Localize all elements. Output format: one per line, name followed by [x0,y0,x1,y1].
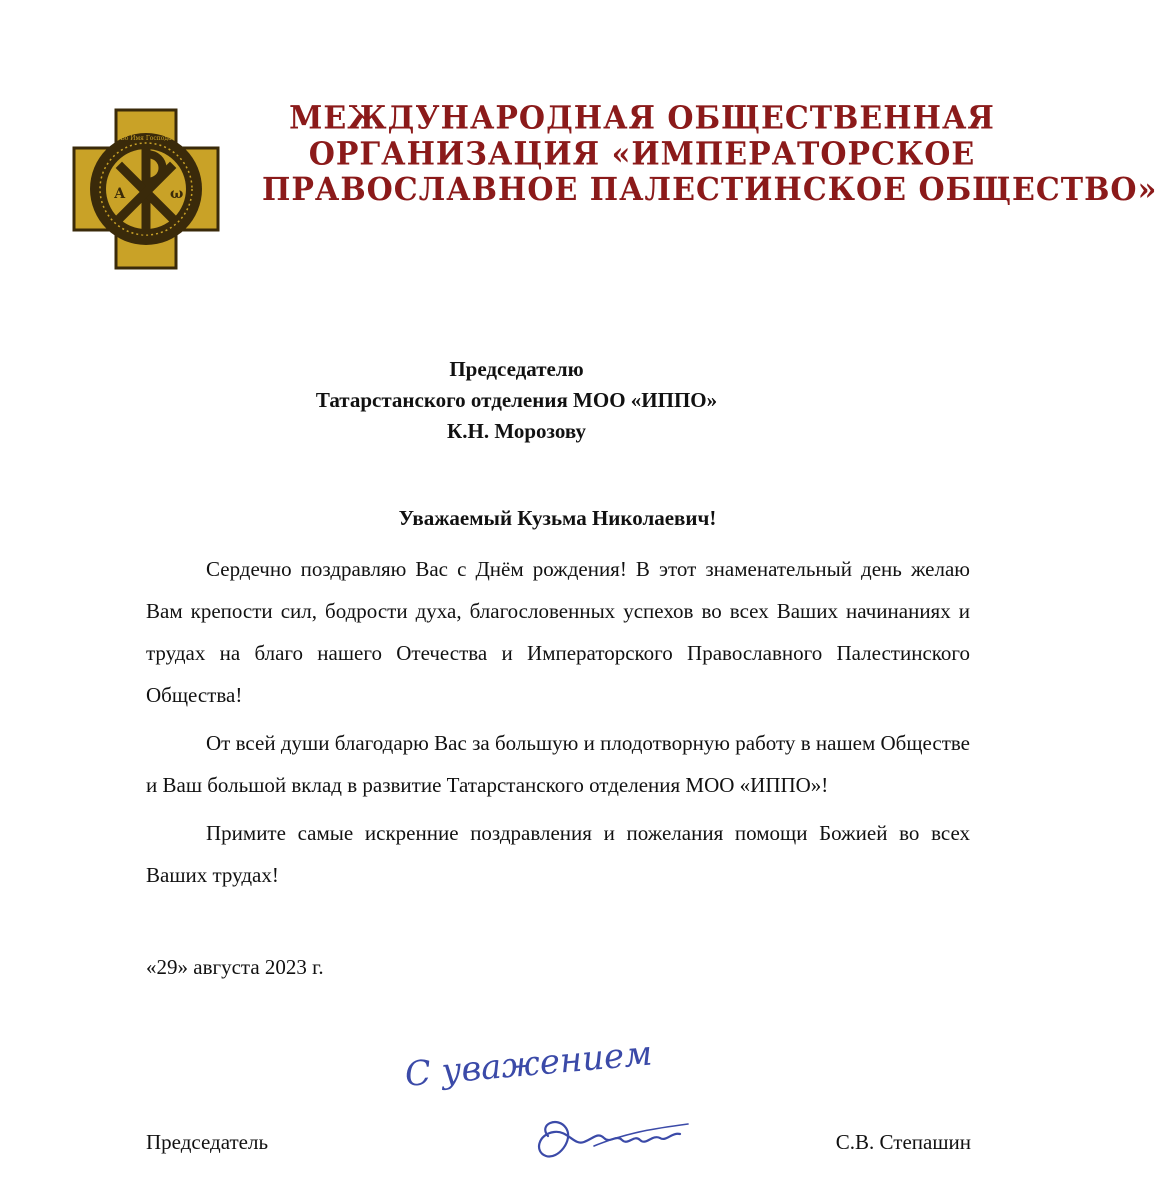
addressee-block [0,354,1033,447]
addressee-organization: Татарстанского отделения МОО «ИППО» [315,388,718,412]
handwritten-note: С уважением [403,1033,654,1095]
addressee-name: К.Н. Морозову [447,419,586,443]
signer-role: Председатель [146,1130,269,1154]
emblem-motto: Во Имя Господа [120,135,172,142]
paragraph-wishes: Примите самые искренние поздравления и пожелания помощи Божией во всех Ваших трудах! [146,821,970,887]
letter-date: «29» августа 2023 г. [146,955,324,979]
emblem-alpha: А [114,186,126,202]
emblem-logo [72,108,220,270]
greeting: Уважаемый Кузьма Николаевич! [398,506,717,530]
org-title-line-1: МЕЖДУНАРОДНАЯ ОБЩЕСТВЕННАЯ [289,100,995,138]
emblem-omega: ω [170,186,184,202]
org-title-line-3: ПРАВОСЛАВНОЕ ПАЛЕСТИНСКОЕ ОБЩЕСТВО» [262,171,1157,209]
paragraph-congratulation: Сердечно поздравляю Вас с Днём рождения! В этот знаменательный день желаю Вам крепости сил, бодрости духа, благословенных успехов во всех Ваших начинаниях и трудах на благо нашего Отечества и Императорского Православного Палестинского Общества! [146,557,970,707]
handwritten-signature [398,1033,698,1176]
org-title-line-2: ОРГАНИЗАЦИЯ «ИМПЕРАТОРСКОЕ [308,136,976,173]
letter-body [146,548,970,902]
signer-name: С.В. Степашин [835,1130,971,1154]
paragraph-gratitude: От всей души благодарю Вас за большую и плодотворную работу в нашем Обществе и Ваш большой вклад в развитие Татарстанского отделения МОО «ИППО»! [146,731,970,797]
organization-title [262,100,1157,209]
addressee-position: Председателю [449,357,584,381]
